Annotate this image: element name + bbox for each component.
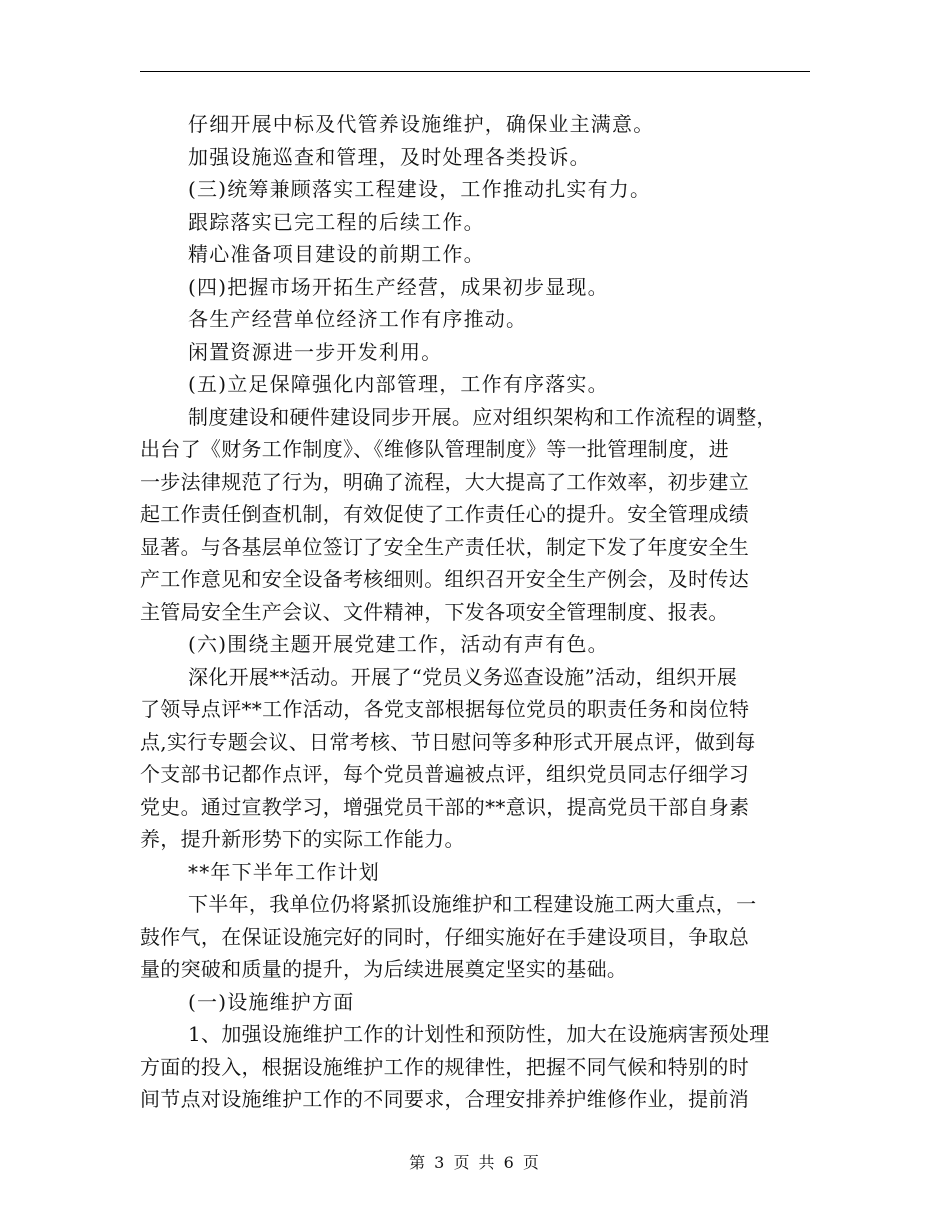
text-line: 个支部书记都作点评，每个党员普遍被点评，组织党员同志仔细学习 bbox=[140, 762, 749, 786]
section-heading: (五)立足保障强化内部管理，工作有序落实。 bbox=[188, 372, 609, 396]
text-line: 党史。通过宣教学习，增强党员干部的**意识，提高党员干部自身素 bbox=[140, 794, 750, 819]
text-line: 1、加强设施维护工作的计划性和预防性，加大在设施病害预处理 bbox=[188, 1022, 770, 1046]
text-line: 制度建设和硬件建设同步开展。应对组织架构和工作流程的调整， bbox=[188, 404, 777, 429]
section-heading: (三)统筹兼顾落实工程建设，工作推动扎实有力。 bbox=[188, 177, 652, 201]
text-line: 加强设施巡查和管理，及时处理各类投诉。 bbox=[188, 144, 591, 169]
text-line: 量的突破和质量的提升，为后续进展奠定坚实的基础。 bbox=[140, 957, 628, 981]
page-footer: 第 3 页 共 6 页 bbox=[409, 1153, 541, 1172]
section-heading: **年下半年工作计划 bbox=[188, 859, 380, 884]
text-line: 起工作责任倒查机制，有效促使了工作责任心的提升。安全管理成绩 bbox=[140, 502, 749, 526]
text-line: 闲置资源进一步开发利用。 bbox=[188, 339, 443, 364]
text-line: 间节点对设施维护工作的不同要求，合理安排养护维修作业，提前消 bbox=[140, 1087, 749, 1111]
text-line: 方面的投入，根据设施维护工作的规律性，把握不同气候和特别的时 bbox=[140, 1054, 749, 1079]
section-heading: (一)设施维护方面 bbox=[188, 989, 355, 1014]
text-line: 精心准备项目建设的前期工作。 bbox=[188, 242, 485, 266]
text-line: 各生产经营单位经济工作有序推动。 bbox=[188, 307, 528, 331]
text-line: 点,实行专题会议、日常考核、节日慰问等多种形式开展点评，做到每 bbox=[140, 729, 756, 754]
text-line: 主管局安全生产会议、文件精神，下发各项安全管理制度、报表。 bbox=[140, 599, 729, 624]
section-heading: (四)把握市场开拓生产经营，成果初步显现。 bbox=[188, 274, 609, 299]
text-line: 鼓作气，在保证设施完好的同时，仔细实施好在手建设项目，争取总 bbox=[140, 924, 749, 949]
text-line: 产工作意见和安全设备考核细则。组织召开安全生产例会，及时传达 bbox=[140, 567, 749, 591]
text-line: 养，提升新形势下的实际工作能力。 bbox=[140, 827, 465, 851]
text-line: 仔细开展中标及代管养设施维护，确保业主满意。 bbox=[188, 112, 655, 136]
text-line: 了领导点评**工作活动，各党支部根据每位党员的职责任务和岗位特 bbox=[140, 697, 750, 721]
section-heading: (六)围绕主题开展党建工作，活动有声有色。 bbox=[188, 632, 609, 656]
text-line: 一步法律规范了行为，明确了流程，大大提高了工作效率，初步建立 bbox=[140, 469, 749, 494]
text-line: 下半年，我单位仍将紧抓设施维护和工程建设施工两大重点，一 bbox=[188, 892, 757, 916]
text-line: 出台了《财务工作制度》、《维修队管理制度》等一批管理制度，进 bbox=[140, 437, 729, 461]
text-line: 显著。与各基层单位签订了安全生产责任状，制定下发了年度安全生 bbox=[140, 534, 749, 559]
document-body bbox=[140, 108, 810, 1116]
header-rule bbox=[140, 71, 810, 72]
text-line: 跟踪落实已完工程的后续工作。 bbox=[188, 209, 485, 234]
text-line: 深化开展**活动。开展了“党员义务巡查设施”活动，组织开展 bbox=[188, 664, 738, 689]
